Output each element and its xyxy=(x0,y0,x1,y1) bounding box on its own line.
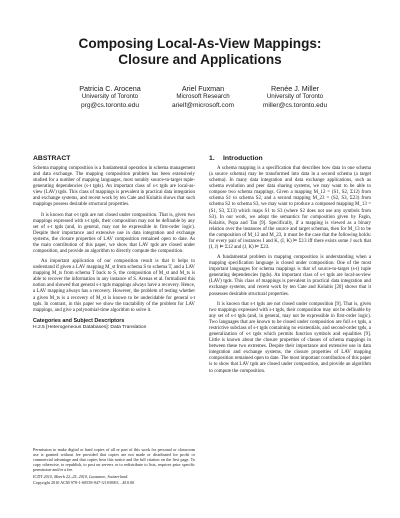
author-email: arielf@microsoft.com xyxy=(171,102,235,109)
abstract-paragraph-2: It is known that s-t tgds are not closed under composition. That is, given two mappings expressed with s-t tgds, their composition may not be definable by any set of s-t tgds (and, in general, may not be expressible in first-order logic). Despite their importance and extensive use in data integration and exchange systems, the closure properties of LAV composition remained open to date. As the main contribution of this paper, we show that LAV tgds are closed under composition, and provide an algorithm to directly compute the composition. xyxy=(33,212,195,255)
right-column xyxy=(209,154,371,379)
author-name: Patricia C. Arocena xyxy=(79,84,141,93)
introduction-paragraph-2: A fundamental problem in mapping composition is understanding when a mapping specification language is closed under composition. One of the most important languages for schema mappings is that of source-to-target (s-t) tuple generating dependencies (tgds). An important class of s-t tgds are local-as-view (LAV) tgds. This class of mappings is prevalent in practical data integration and exchange systems, and recent work by ten Cate and Kolaitis [20] shows that it possesses desirable structural properties. xyxy=(209,255,371,297)
abstract-paragraph-1: Schema mapping composition is a fundamental operation in schema management and data exchange. The mapping composition problem has been extensively studied for a number of mapping languages, most notably source-to-target tuple-generating dependencies (s-t tgds). An important class of s-t tgds are local-as-view (LAV) tgds. This class of mappings is prevalent in practical data integration and exchange systems, and recent work by ten Cate and Kolaitis shows that such mappings possess desirable structural properties. xyxy=(33,166,195,208)
section-number: 1. xyxy=(209,155,215,162)
section-title: Introduction xyxy=(223,155,263,162)
author-email: miller@cs.toronto.edu xyxy=(262,102,328,109)
permission-text: Permission to make digital or hard copies of all or part of this work for personal or classroom use is granted without fee provided that copies are not made or distributed for profit or commercial advantage and that copies bear this notice and the full citation on the first page. To copy otherwise, to republish, to post on servers or to redistribute to lists, requires prior specific permission and/or a fee. xyxy=(33,447,195,473)
introduction-paragraph-3: It is known that s-t tgds are not closed under composition [9]. That is, given two mappings expressed with s-t tgds, their composition may not be definable by any set of s-t tgds (and, in general, may not be expressible in first-order logic). Two languages that are known to be closed under composition are full s-t tgds, a restrictive subclass of s-t tgds containing no existentials, and second-order tgds, a generalization of s-t tgds which permits function symbols and equalities [9]. Little is known about the closure properties of classes of schema mappings in between these two extremes. Despite their importance and extensive use in data integration and exchange systems, the closure properties of LAV mapping composition remained open to date. The most important contribution of this paper is to show that LAV tgds are closed under composition, and provide an algorithm to compute the composition. xyxy=(209,301,371,374)
categories-body: H.2.5 [Heterogeneous Databases]: Data Translation xyxy=(33,324,147,330)
permission-footnote xyxy=(33,447,195,485)
left-column xyxy=(33,154,195,331)
abstract-heading: ABSTRACT xyxy=(33,155,71,162)
author-3 xyxy=(247,84,343,110)
introduction-heading xyxy=(209,154,371,163)
author-affiliation: Microsoft Research xyxy=(176,93,230,100)
author-affiliation: University of Toronto xyxy=(266,93,324,100)
conference-venue: ICDT 2010, March 22–25, 2010, Lausanne, Switzerland. xyxy=(33,474,129,480)
author-2 xyxy=(155,84,251,110)
copyright-line: Copyright 2010 ACM 978-1-60558-947-3/10/0003 ...$10.00 xyxy=(33,479,135,485)
categories-heading: Categories and Subject Descriptors xyxy=(33,317,125,324)
introduction-paragraph-1: A schema mapping is a specification that describes how data in one schema (a source schema) may be transformed into data in a second schema (a target schema). In many data integration and data exchange applications, such as schema evolution and peer data sharing systems, we may want to be able to compose two schema mappings. Given a mapping M_12 = (S1, S2, Σ12) from schema S1 to schema S2, and a second mapping M_23 = (S2, S3, Σ23) from schema S2 to schema S3, we may want to produce a composed mapping M_13 = (S1, S3, Σ13) which maps S1 to S3 (where S2 does not use any symbols from S3). In our work, we adopt the semantics for composition given by Fagin, Kolaitis, Popa and Tan [9]. Specifically, if a mapping is viewed as a binary relation over the instances of the source and target schemas, then for M_13 to be the composition of M_12 and M_23, it must be the case that the following holds: for every pair of instances I and K, (I, K) ⊨ Σ13 iff there exists some J such that (I, J) ⊨ Σ12 and (J, K) ⊨ Σ23. xyxy=(209,166,371,251)
author-name: Ariel Fuxman xyxy=(181,84,225,93)
paper-title-line-1: Composing Local-As-View Mappings: xyxy=(78,36,322,51)
paper-title xyxy=(0,36,400,68)
author-name: Renée J. Miller xyxy=(271,84,319,93)
abstract-paragraph-3: An important application of our composition result is that it helps to understand if given a LAV mapping M_st from schema S to schema T, and a LAV mapping M_ts from schema T back to S, the composition of M_st and M_ts is able to recover the information in any instance of S. Arenas et al. formalized this notion and showed that general s-t tgds mappings always have a recovery. Hence, a LAV mapping always has a recovery. However, the problem of testing whether a given M_ts is a recovery of M_st is known to be undecidable for general s-t tgds. In contrast, in this paper we show the tractability of the problem for LAV mappings, and give a polynomial-time algorithm to solve it. xyxy=(33,259,195,313)
author-1 xyxy=(62,84,158,110)
author-email: prg@cs.toronto.edu xyxy=(80,102,139,109)
author-affiliation: University of Toronto xyxy=(81,93,139,100)
paper-title-line-2: Closure and Applications xyxy=(118,52,282,67)
